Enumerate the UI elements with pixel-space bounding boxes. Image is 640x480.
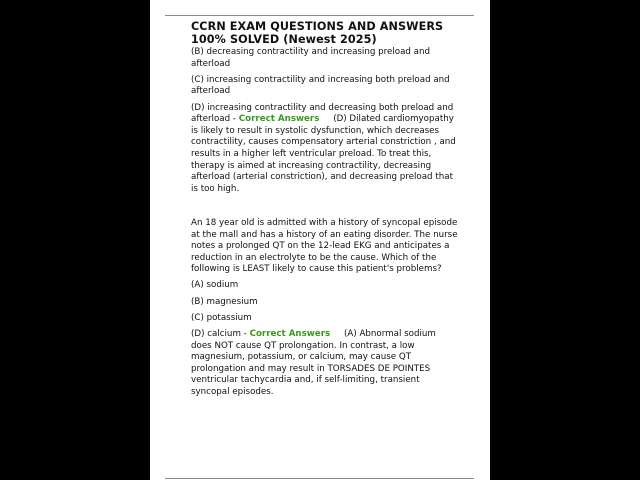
correct-answers-label: Correct Answers [238, 114, 320, 125]
q2-question: An 18 year old is admitted with a history of syncopal episode at the mall and has a history of an eating disorder. The nurse notes a prolonged QT on the 12-lead EKG and anticipates a reduction in an electrolyte to be the cause. Which of the following is LEAST likely to cause this patient's problems? [191, 217, 458, 275]
header-rule [165, 15, 474, 16]
title-line-1: CCRN EXAM QUESTIONS AND ANSWERS [191, 20, 444, 33]
q2-option-d: (D) calcium [191, 329, 241, 340]
document-body [191, 20, 459, 403]
correct-answers-label: Correct Answers [249, 329, 331, 340]
q1-answer-explanation: (D) Dilated cardiomyopathy is likely to result in systolic dysfunction, which decreases contractility, causes compensatory arterial constriction , and results in a higher left ventricular preload. To treat this, therapy is aimed at increasing contractility, decreasing afterload (arterial constriction), and decreasing preload that is too high. [191, 114, 456, 194]
q2-option-a: (A) sodium [191, 280, 239, 291]
q1-option-d: (D) increasing contractility and decreasing both preload and afterload [191, 102, 454, 125]
title-line-2: 100% SOLVED (Newest 2025) [191, 33, 377, 46]
q2-option-c: (C) potassium [191, 312, 252, 323]
q1-option-b: (B) decreasing contractility and increasing preload and afterload [191, 47, 431, 69]
q2-option-d-with-answer: (D) calcium - Correct Answers (A) Abnormal sodium does NOT cause QT prolongation. In contrast, a low magnesium, potassium, or calcium, may cause QT prolongation and may result in TORSADES DE POINTES ventricular tachycardia and, if self-limiting, transient syncopal episodes. [191, 329, 436, 397]
document-page [150, 0, 490, 480]
q1-option-d-with-answer: (D) increasing contractility and decreasing both preload and afterload - Correct Answers (D) Dilated cardiomyopathy is likely to result in systolic dysfunction, which decreases contractility, causes compensatory arterial constriction , and results in a higher left ventricular preload. To treat this, therapy is aimed at increasing contractility, decreasing afterload (arterial constriction), and decreasing preload that is too high. [191, 102, 456, 194]
section-spacer [191, 200, 459, 218]
q1-option-c: (C) increasing contractility and increasing both preload and afterload [191, 74, 450, 97]
q2-answer-explanation: (A) Abnormal sodium does NOT cause QT prolongation. In contrast, a low magnesium, potassium, or calcium, may cause QT prolongation and may result in TORSADES DE POINTES ventricular tachycardia and, if self-limiting, transient syncopal episodes. [191, 329, 436, 397]
footer-rule [165, 478, 474, 479]
q2-option-b: (B) magnesium [191, 296, 258, 307]
document-title [191, 20, 459, 46]
